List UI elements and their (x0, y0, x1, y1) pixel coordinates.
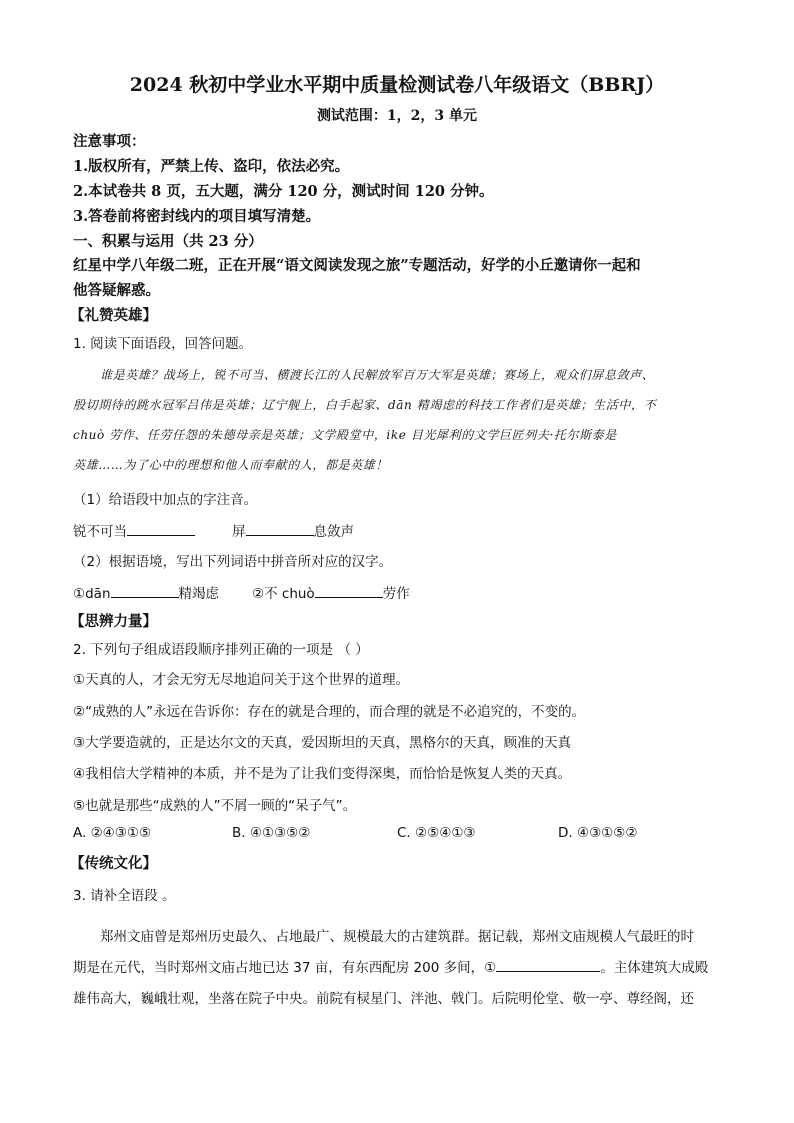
passage-line: chuò 劳作、任劳任怨的朱德母亲是英雄；文学殿堂中，ike 目光犀利的文学巨匠列夫·托尔斯泰是 (73, 428, 617, 442)
section-heading: 一、积累与运用（共 23 分） (73, 233, 263, 250)
sentence-item: ③大学要造就的，正是达尔文的天真，爱因斯坦的天真，黑格尔的天真，顾准的天真 (73, 735, 572, 751)
word-text: ①dān (73, 586, 111, 602)
page-title: 2024 秋初中学业水平期中质量检测试卷八年级语文（BBRJ） (129, 74, 665, 96)
notice-item: 3.答卷前将密封线内的项目填写清楚。 (73, 208, 321, 225)
question-1: 1. 阅读下面语段，回答问题。 (73, 336, 253, 352)
sentence-item: ②“成熟的人”永远在告诉你：存在的就是合理的，而合理的就是不必追究的，不变的。 (73, 704, 586, 720)
passage-line: 谁是英雄？战场上，锐不可当、横渡长江的人民解放军百万大军是英雄；赛场上，观众们屏息敛声、 (100, 368, 655, 382)
option-a[interactable]: A. ②④③①⑤ (73, 825, 152, 841)
option-b[interactable]: B. ④①③⑤② (232, 825, 311, 841)
passage-line: 殷切期待的跳水冠军吕伟是英雄；辽宁舰上，白手起家、dān 精竭虑的科技工作者们是英雄；生活中，不 (73, 398, 657, 412)
word-text: 精竭虑 (178, 586, 220, 602)
answer-blank[interactable] (315, 583, 383, 598)
part-heading: 【思辨力量】 (70, 613, 157, 630)
paragraph-line (73, 956, 708, 976)
hanzi-item-2 (252, 582, 410, 602)
sub-question: （1）给语段中加点的字注音。 (73, 492, 258, 508)
notice-item: 2.本试卷共 8 页，五大题，满分 120 分，测试时间 120 分钟。 (73, 183, 494, 200)
test-scope: 测试范围：1，2，3 单元 (316, 108, 478, 124)
answer-blank[interactable] (111, 583, 179, 598)
part-heading: 【礼赞英雄】 (70, 307, 157, 324)
passage-line: 英雄……为了心中的理想和他人而奉献的人，都是英雄！ (73, 458, 389, 472)
sub-question: （2）根据语境，写出下列词语中拼音所对应的汉字。 (73, 554, 393, 570)
hanzi-item-1 (73, 582, 219, 602)
section-intro: 他答疑解惑。 (73, 282, 160, 299)
sentence-item: ⑤也就是那些“成熟的人”不屑一顾的“呆子气”。 (73, 798, 357, 814)
sentence-item: ①天真的人，才会无穷无尽地追问关于这个世界的道理。 (73, 672, 410, 688)
word-text: 劳作 (382, 586, 410, 602)
answer-blank[interactable] (496, 957, 600, 972)
pinyin-item-1 (73, 520, 195, 540)
word-text: 息敛声 (313, 524, 354, 540)
question-3: 3. 请补全语段 。 (73, 888, 176, 904)
section-intro: 红星中学八年级二班，正在开展“语文阅读发现之旅”专题活动，好学的小丘邀请你一起和 (73, 257, 641, 274)
option-d[interactable]: D. ④③①⑤② (558, 825, 638, 841)
paragraph-line: 雄伟高大，巍峨壮观，坐落在院子中央。前院有棂星门、泮池、戟门。后院明伦堂、敬一亭、尊经阁，还 (73, 991, 694, 1007)
paragraph-line: 郑州文庙曾是郑州历史最久、占地最广、规模最大的古建筑群。据记载，郑州文庙规模人气最旺的时 (100, 929, 694, 945)
part-heading: 【传统文化】 (70, 855, 157, 872)
question-2: 2. 下列句子组成语段顺序排列正确的一项是 （ ） (73, 642, 369, 658)
notice-item: 1.版权所有，严禁上传、盗印，依法必究。 (73, 158, 350, 175)
word-text: 锐不可当 (73, 524, 127, 540)
paragraph-text: 。主体建筑大成殿 (600, 960, 709, 976)
paragraph-text: 期是在元代，当时郑州文庙占地已达 37 亩，有东西配房 200 多间，① (73, 960, 497, 976)
sentence-item: ④我相信大学精神的本质，并不是为了让我们变得深奥，而恰恰是恢复人类的天真。 (73, 766, 572, 782)
word-text: 屏 (232, 524, 246, 540)
option-c[interactable]: C. ②⑤④①③ (397, 825, 476, 841)
notice-heading: 注意事项： (73, 133, 146, 150)
pinyin-item-2 (232, 520, 354, 540)
answer-blank[interactable] (127, 521, 195, 536)
answer-blank[interactable] (246, 521, 314, 536)
word-text: ②不 chuò (252, 586, 315, 602)
